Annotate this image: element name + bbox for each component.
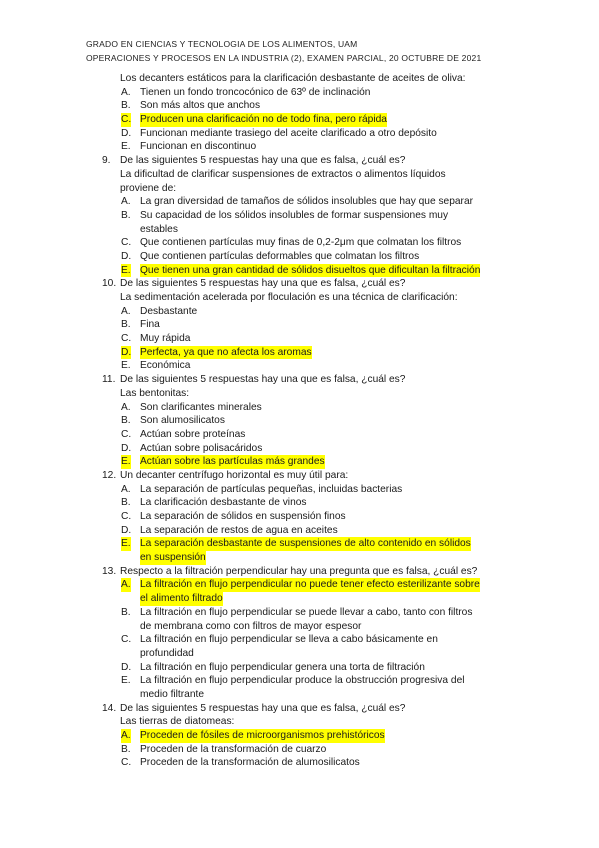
answer-option-highlighted: A. Proceden de fósiles de microorganismos prehistóricos [121, 730, 385, 741]
answer-option: A. Desbastante [121, 305, 198, 317]
answer-option: E. Económica [121, 360, 191, 372]
answer-option: B. Su capacidad de los sólidos insolubles de formar suspensiones muy [121, 209, 449, 221]
answer-option-highlighted: E. Actúan sobre las partículas más grandes [121, 456, 325, 468]
answer-option: B. Proceden de la transformación de cuarzo [121, 743, 327, 755]
answer-option-highlighted: D. Perfecta, ya que no afecta los aromas [121, 346, 312, 358]
answer-option: C. La filtración en flujo perpendicular se lleva a cabo básicamente en [121, 634, 438, 646]
question-stem: La sedimentación acelerada por floculación es una técnica de clarificación: [120, 292, 458, 303]
answer-option: C. Que contienen partículas muy finas de 0,2-2μm que colmatan los filtros [121, 237, 462, 249]
answer-option-highlighted: C. Producen una clarificación no de todo fina, pero rápida [121, 114, 387, 126]
answer-option-highlighted: E. Que tienen una gran cantidad de sólidos disueltos que dificultan la filtración [121, 264, 481, 276]
answer-option-continuation-highlighted: en suspensión [140, 552, 206, 564]
answer-option: B. Fina [121, 319, 160, 331]
question-12: 12. Un decanter centrífugo horizontal es muy útil para: [102, 469, 349, 481]
page-header [86, 38, 556, 65]
answer-option: E. Funcionan en discontinuo [121, 141, 257, 153]
answer-option: A. Son clarificantes minerales [121, 401, 262, 413]
question-13: 13. Respecto a la filtración perpendicular hay una pregunta que es falsa, ¿cuál es? [102, 565, 478, 577]
question-stem: Las tierras de diatomeas: [120, 716, 235, 728]
answer-option: D. Funcionan mediante trasiego del aceite clarificado a otro depósito [121, 127, 437, 139]
questions [100, 72, 530, 770]
answer-option: D. Que contienen partículas deformables que colmatan los filtros [121, 250, 420, 262]
answer-option: B. La clarificación desbastante de vinos [121, 497, 307, 509]
answer-option: D. La separación de restos de agua en aceites [121, 524, 338, 536]
answer-option: A. La separación de partículas pequeñas, incluidas bacterias [121, 483, 403, 495]
question-14: 14. De las siguientes 5 respuestas hay una que es falsa, ¿cuál es? [102, 702, 406, 714]
answer-option-continuation: estables [140, 223, 178, 235]
question-10: 10. De las siguientes 5 respuestas hay una que es falsa, ¿cuál es? [102, 278, 406, 290]
answer-option: C. Actúan sobre proteínas [121, 428, 246, 440]
answer-option-highlighted: E. La separación desbastante de suspensiones de alto contenido en sólidos [121, 538, 471, 550]
answer-option-highlighted: A. La filtración en flujo perpendicular no puede tener efecto esterilizante sobre [121, 579, 480, 591]
question-stem: Las bentonitas: [120, 387, 190, 399]
answer-option: B. La filtración en flujo perpendicular se puede llevar a cabo, tanto con filtros [121, 606, 473, 618]
answer-option: B. Son más altos que anchos [121, 100, 261, 112]
answer-option-continuation: de membrana como con filtros de mayor espesor [140, 620, 362, 632]
answer-option: C. Muy rápida [121, 333, 191, 345]
question-11: 11. De las siguientes 5 respuestas hay una que es falsa, ¿cuál es? [102, 374, 406, 386]
question-stem: La dificultad de clarificar suspensiones de extractos o alimentos líquidos [120, 168, 446, 180]
header-line-exam: OPERACIONES Y PROCESOS EN LA INDUSTRIA (2), EXAMEN PARCIAL, 20 OCTUBRE DE 2021 [86, 52, 482, 63]
answer-option: D. Actúan sobre polisacáridos [121, 442, 263, 454]
question-stem: Los decanters estáticos para la clarificación desbastante de aceites de oliva: [120, 73, 466, 84]
answer-option: E. La filtración en flujo perpendicular produce la obstrucción progresiva del [121, 675, 465, 687]
question-9: 9. De las siguientes 5 respuestas hay una que es falsa, ¿cuál es? [102, 155, 406, 167]
question-stem: proviene de: [120, 182, 177, 194]
answer-option: C. Proceden de la transformación de alumosilicatos [121, 757, 360, 769]
answer-option-continuation: profundidad [140, 647, 194, 659]
answer-option: D. La filtración en flujo perpendicular genera una torta de filtración [121, 661, 425, 673]
answer-option: C. La separación de sólidos en suspensión finos [121, 511, 346, 522]
answer-option: B. Son alumosilicatos [121, 415, 225, 427]
header-line-course: GRADO EN CIENCIAS Y TECNOLOGIA DE LOS ALIMENTOS, UAM [86, 39, 358, 49]
answer-option: A. La gran diversidad de tamaños de sólidos insolubles que hay que separar [121, 196, 474, 208]
answer-option-continuation-highlighted: el alimento filtrado [140, 593, 223, 605]
answer-option-continuation: medio filtrante [140, 688, 204, 700]
answer-option: A. Tienen un fondo troncocónico de 63º de inclinación [121, 86, 371, 98]
